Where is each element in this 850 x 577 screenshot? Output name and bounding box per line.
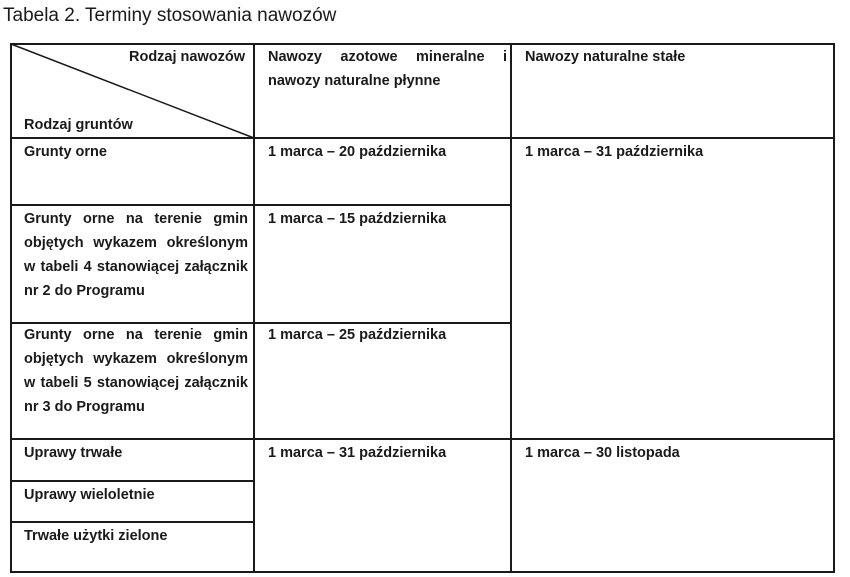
row-divider-3: [10, 438, 835, 440]
table-border-right: [833, 43, 835, 573]
header-fertilizer-type: Rodzaj nawozów: [129, 49, 245, 65]
row-5-ground: Uprawy wieloletnie: [24, 487, 155, 503]
row-divider-5: [10, 521, 255, 523]
fertilizer-terms-table: [10, 43, 835, 573]
header-soil-type: Rodzaj gruntów: [24, 117, 133, 133]
row-3-ground: Grunty orne na terenie gmin objętych wykazem określonym w tabeli 5 stanowiącej załącznik nr 3 do Programu: [24, 327, 248, 415]
row-2-ground: Grunty orne na terenie gmin objętych wykazem określonym w tabeli 4 stanowiącej załącznik nr 2 do Programu: [24, 211, 248, 299]
column-divider-2: [510, 43, 512, 573]
header-col2: Nawozy naturalne stałe: [525, 49, 686, 65]
row-4-ground: Uprawy trwałe: [24, 445, 123, 461]
row-divider-4: [10, 480, 255, 482]
table-border-bottom: [10, 571, 835, 573]
row-1-col1: 1 marca – 20 października: [268, 144, 447, 160]
row-1-col2: 1 marca – 31 października: [525, 144, 704, 160]
row-divider-1: [10, 204, 512, 206]
row-6-ground: Trwałe użytki zielone: [24, 528, 168, 544]
table-caption: Tabela 2. Terminy stosowania nawozów: [3, 5, 337, 26]
header-col1: Nawozy azotowe mineralne i nawozy naturalne płynne: [268, 49, 507, 89]
row-1-ground: Grunty orne: [24, 144, 107, 160]
row-3-col1: 1 marca – 25 października: [268, 327, 447, 343]
row-4-col1: 1 marca – 31 października: [268, 445, 447, 461]
row-2-col1: 1 marca – 15 października: [268, 211, 447, 227]
row-4-col2: 1 marca – 30 listopada: [525, 445, 680, 461]
